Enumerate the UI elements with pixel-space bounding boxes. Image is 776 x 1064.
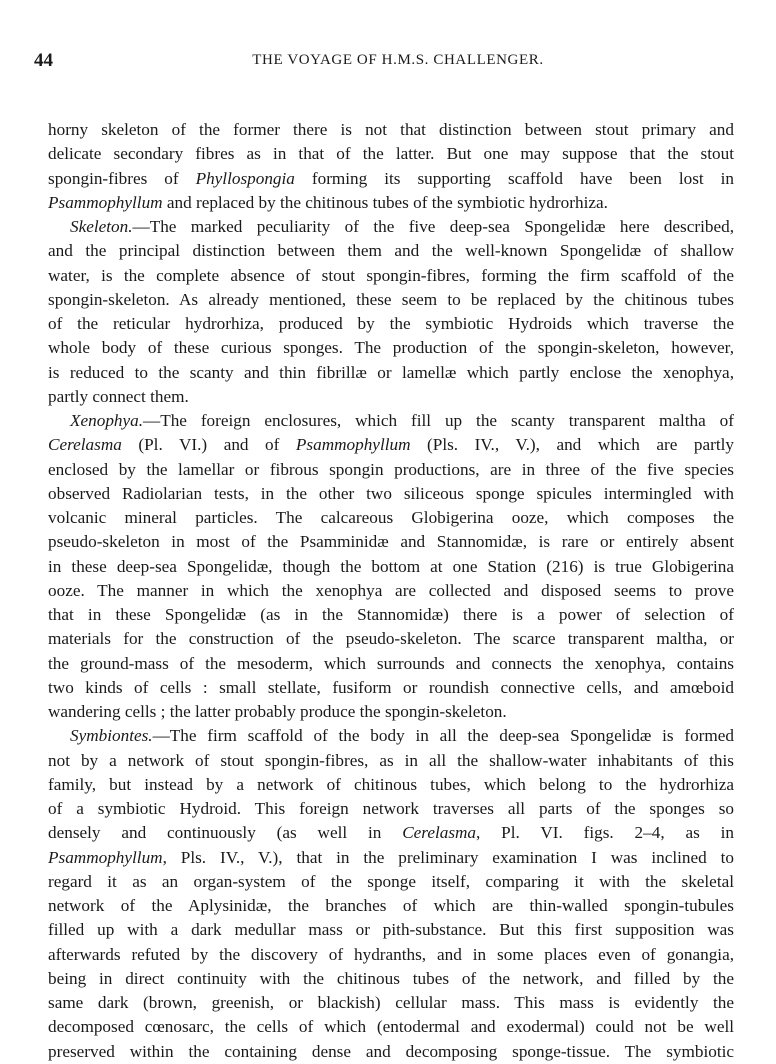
text-segment: two kinds of cells : small stellate, fusiform or roundish connective cells, and amœboid	[48, 677, 734, 697]
text-line	[48, 336, 734, 360]
text-segment: that in these Spongelidæ (as in the Stannomidæ) there is a power of selection of	[48, 605, 734, 624]
text-segment: in these deep-sea Spongelidæ, though the bottom at one Station (216) is true Globigerina	[48, 556, 734, 576]
body-text	[48, 118, 734, 1064]
text-line	[48, 943, 734, 967]
text-line	[48, 288, 734, 312]
text-segment: filled up with a dark medullar mass or pith-substance. But this first supposition was	[48, 920, 734, 940]
text-line	[48, 676, 734, 700]
italic-text: Symbiontes.	[70, 726, 153, 746]
text-line	[48, 215, 734, 239]
text-segment: horny skeleton of the former there is not that distinction between stout primary and	[48, 120, 734, 139]
text-segment: —The foreign enclosures, which fill up the scanty transparent maltha of	[143, 411, 734, 430]
text-segment: spongin-skeleton. As already mentioned, these seem to be replaced by the chitinous tubes	[48, 289, 734, 309]
text-segment: partly connect them.	[48, 386, 189, 406]
text-line	[48, 967, 734, 991]
text-segment: is reduced to the scanty and thin fibrillæ or lamellæ which partly enclose the xenophya,	[48, 362, 734, 382]
text-segment: preserved within the containing dense and decomposing sponge-tissue. The symbiotic	[48, 1041, 734, 1061]
text-segment: of the reticular hydrorhiza, produced by the symbiotic Hydroids which traverse the	[48, 314, 734, 333]
page-number: 44	[34, 50, 53, 71]
text-segment: enclosed by the lamellar or fibrous spongin productions, are in three of the five species	[48, 459, 734, 479]
paragraph	[48, 118, 734, 215]
text-line	[48, 724, 734, 748]
text-line	[48, 1015, 734, 1039]
text-line	[48, 773, 734, 797]
italic-text: Xenophya.	[70, 411, 144, 430]
text-segment: whole body of these curious sponges. The production of the spongin-skeleton, however,	[48, 338, 734, 358]
text-line	[48, 652, 734, 676]
text-segment: being in direct continuity with the chitinous tubes of the network, and filled by the	[48, 968, 734, 988]
italic-text: Cerelasma	[402, 823, 477, 843]
text-segment: observed Radiolarian tests, in the other two siliceous sponge spicules intermingled with	[48, 483, 734, 503]
italic-text: Psammophyllum	[48, 847, 163, 867]
italic-text: Psammophyllum	[48, 192, 163, 212]
text-segment: materials for the construction of the pseudo-skeleton. The scarce transparent maltha, or	[48, 629, 734, 649]
text-segment: family, but instead by a network of chitinous tubes, which belong to the hydrorhiza	[48, 774, 734, 794]
text-segment: delicate secondary fibres as in that of the latter. But one may suppose that the stout	[48, 144, 734, 164]
text-segment: and replaced by the chitinous tubes of the symbiotic hydrorhiza.	[162, 192, 608, 212]
text-segment: (Pl. VI.) and of	[121, 435, 296, 455]
text-line	[48, 409, 734, 433]
text-segment: (Pls. IV., V.), and which are partly	[410, 435, 734, 455]
text-line	[48, 458, 734, 482]
text-segment: water, is the complete absence of stout spongin-fibres, forming the firm scaffold of the	[48, 265, 734, 285]
text-segment: and the principal distinction between them and the well-known Spongelidæ of shallow	[48, 241, 734, 261]
text-segment: wandering cells ; the latter probably produce the spongin-skeleton.	[48, 702, 507, 721]
text-line	[48, 603, 734, 627]
text-line	[48, 821, 734, 845]
text-segment: forming its supporting scaffold have been lost in	[294, 168, 735, 188]
text-segment: pseudo-skeleton in most of the Psamminidæ and Stannomidæ, is rare or entirely absent	[48, 532, 734, 552]
text-segment: —The marked peculiarity of the five deep-sea Spongelidæ here described,	[132, 217, 734, 236]
text-segment: the ground-mass of the mesoderm, which surrounds and connects the xenophya, contains	[48, 653, 734, 673]
text-segment: decomposed cœnosarc, the cells of which (entodermal and exodermal) could not be well	[48, 1017, 734, 1037]
text-segment: , Pl. VI. figs. 2–4, as in	[476, 823, 734, 843]
text-segment: volcanic mineral particles. The calcareous Globigerina ooze, which composes the	[48, 508, 734, 527]
text-line	[48, 991, 734, 1015]
text-line	[48, 555, 734, 579]
italic-text: Phyllospongia	[195, 168, 295, 188]
text-segment: afterwards refuted by the discovery of hydranths, and in some places even of gonangia,	[48, 944, 734, 964]
paragraph	[48, 409, 734, 724]
paragraph	[48, 215, 734, 409]
text-line	[48, 894, 734, 918]
text-line	[48, 627, 734, 651]
text-segment: regard it as an organ-system of the sponge itself, comparing it with the skeletal	[48, 871, 734, 891]
italic-text: Skeleton.	[70, 217, 133, 236]
text-line	[48, 239, 734, 263]
text-line	[48, 530, 734, 554]
text-line	[48, 797, 734, 821]
text-segment: same dark (brown, greenish, or blackish) cellular mass. This mass is evidently the	[48, 993, 734, 1012]
text-segment: spongin-fibres of	[48, 168, 196, 188]
text-line	[48, 142, 734, 166]
text-line	[48, 918, 734, 942]
italic-text: Cerelasma	[48, 435, 122, 455]
italic-text: Psammophyllum	[295, 435, 411, 455]
text-line	[48, 1040, 734, 1064]
text-line	[48, 482, 734, 506]
text-line	[48, 361, 734, 385]
text-segment: ooze. The manner in which the xenophya are collected and disposed seems to prove	[48, 580, 734, 600]
text-line	[48, 264, 734, 288]
text-segment: network of the Aplysinidæ, the branches of which are thin-walled spongin-tubules	[48, 896, 734, 915]
text-line	[48, 700, 734, 724]
paragraph	[48, 724, 734, 1064]
text-segment: —The firm scaffold of the body in all the deep-sea Spongelidæ is formed	[152, 726, 734, 746]
text-line	[48, 579, 734, 603]
text-segment: of a symbiotic Hydroid. This foreign network traverses all parts of the sponges so	[48, 799, 734, 818]
text-line	[48, 749, 734, 773]
text-segment: , Pls. IV., V.), that in the preliminary examination I was inclined to	[162, 847, 734, 867]
text-line	[48, 506, 734, 530]
text-line	[48, 433, 734, 457]
text-line	[48, 870, 734, 894]
text-line	[48, 846, 734, 870]
text-line	[48, 312, 734, 336]
text-line	[48, 118, 734, 142]
running-head: THE VOYAGE OF H.M.S. CHALLENGER.	[252, 52, 544, 68]
text-line	[48, 385, 734, 409]
text-line	[48, 191, 734, 215]
text-line	[48, 167, 734, 191]
text-segment: densely and continuously (as well in	[48, 823, 403, 843]
text-segment: not by a network of stout spongin-fibres, as in all the shallow-water inhabitants of this	[48, 750, 734, 770]
